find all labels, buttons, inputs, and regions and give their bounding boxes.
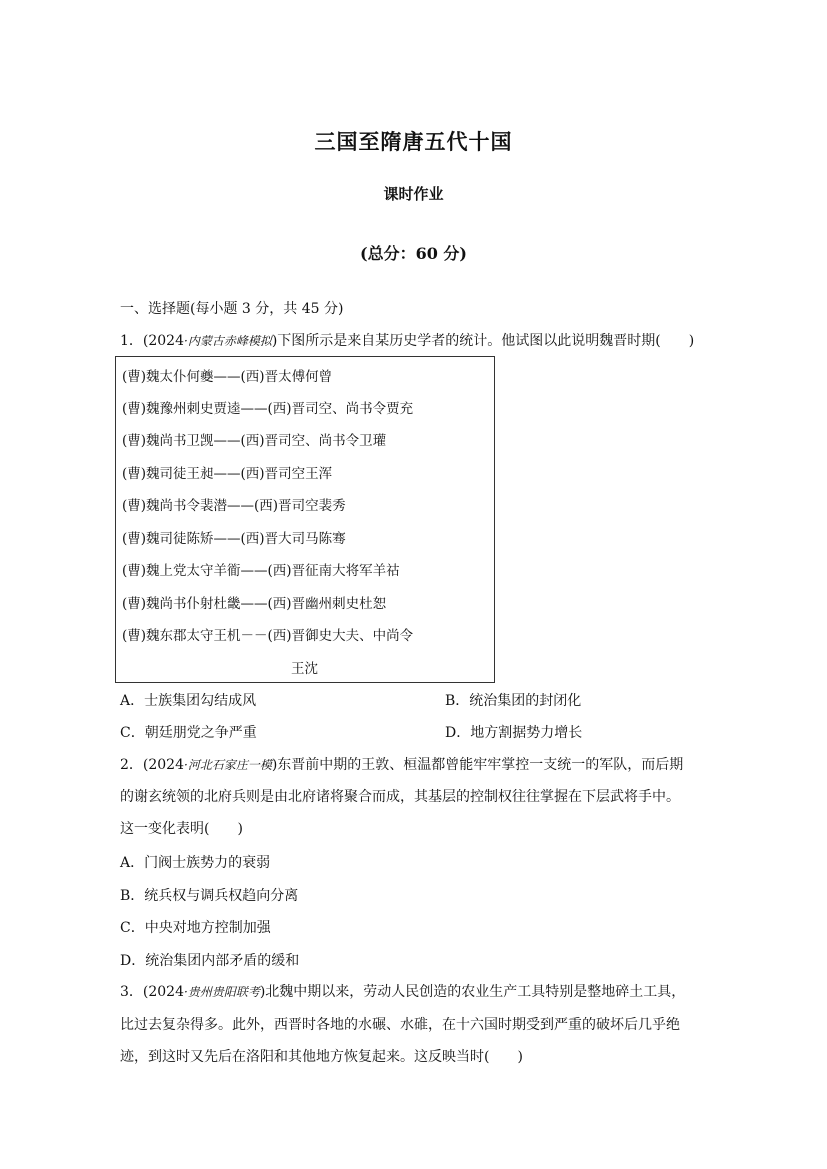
question-1-number: 1．(2024 (120, 333, 184, 349)
question-1-stem (120, 331, 694, 351)
q1-option-c[interactable]: C．朝廷朋党之争严重 (120, 725, 257, 741)
q2-option-c[interactable]: C．中央对地方控制加强 (120, 920, 271, 936)
q1-box-line-8: (曹)魏尚书仆射杜畿——(西)晋幽州刺史杜恕 (122, 596, 387, 612)
question-3-stem-line-1 (120, 982, 685, 1002)
q1-box-line-6: (曹)魏司徒陈矫——(西)晋大司马陈骞 (122, 531, 346, 547)
question-3-text-1: )北魏中期以来，劳动人民创造的农业生产工具特别是整地碎土工具， (259, 984, 686, 1000)
question-2-stem-line-2: 的谢玄统领的北府兵则是由北府诸将聚合而成，其基层的控制权往往掌握在下层武将手中。 (120, 789, 680, 805)
q1-option-b[interactable]: B．统治集团的封闭化 (445, 693, 582, 709)
question-3-number: 3．(2024 (120, 984, 184, 1000)
question-1-source: ·内蒙古赤峰模拟 (184, 334, 272, 348)
q1-box-line-9: (曹)魏东郡太守王机－－(西)晋御史大夫、中尚令 (122, 628, 414, 644)
question-3-stem-line-3: 迹，到这时又先后在洛阳和其他地方恢复起来。这反映当时( ) (120, 1049, 523, 1065)
question-1-text: )下图所示是来自某历史学者的统计。他试图以此说明魏晋时期( ) (271, 333, 695, 349)
q1-box-line-1: (曹)魏太仆何夔——(西)晋太傅何曾 (122, 369, 333, 385)
q1-box-line-2: (曹)魏豫州刺史贾逵——(西)晋司空、尚书令贾充 (122, 401, 414, 417)
question-2-stem-line-1 (120, 755, 683, 775)
q1-box-line-10: 王沈 (291, 661, 318, 677)
q1-figure-box (115, 356, 495, 683)
question-2-text-1: )东晋前中期的王敦、桓温都曾能牢牢掌控一支统一的军队，而后期 (271, 757, 684, 773)
section-heading: 一、选择题(每小题 3 分，共 45 分) (120, 301, 344, 317)
q1-box-line-4: (曹)魏司徒王昶——(西)晋司空王浑 (122, 466, 333, 482)
question-3-source: ·贵州贵阳联考 (184, 985, 260, 999)
q1-box-line-3: (曹)魏尚书卫觊——(西)晋司空、尚书令卫瓘 (122, 433, 387, 449)
question-2-stem-line-3: 这一变化表明( ) (120, 821, 243, 837)
q1-box-line-5: (曹)魏尚书令裴潜——(西)晋司空裴秀 (122, 498, 346, 514)
q2-option-b[interactable]: B．统兵权与调兵权趋向分离 (120, 888, 299, 904)
q2-option-a[interactable]: A．门阀士族势力的衰弱 (120, 855, 271, 871)
question-2-number: 2．(2024 (120, 757, 184, 773)
page-subtitle: 课时作业 (383, 185, 444, 203)
q1-option-d[interactable]: D．地方割据势力增长 (445, 725, 583, 741)
question-2-source: ·河北石家庄一模 (184, 758, 272, 772)
question-3-stem-line-2: 比过去复杂得多。此外，西晋时各地的水碾、水碓，在十六国时期受到严重的破坏后几乎绝 (120, 1017, 680, 1033)
page-title: 三国至隋唐五代十国 (314, 129, 513, 154)
q2-option-d[interactable]: D．统治集团内部矛盾的缓和 (120, 953, 300, 969)
q1-box-line-7: (曹)魏上党太守羊衜——(西)晋征南大将军羊祜 (122, 563, 400, 579)
q1-option-a[interactable]: A．士族集团勾结成风 (120, 693, 257, 709)
total-score: (总分：60 分) (360, 244, 467, 263)
